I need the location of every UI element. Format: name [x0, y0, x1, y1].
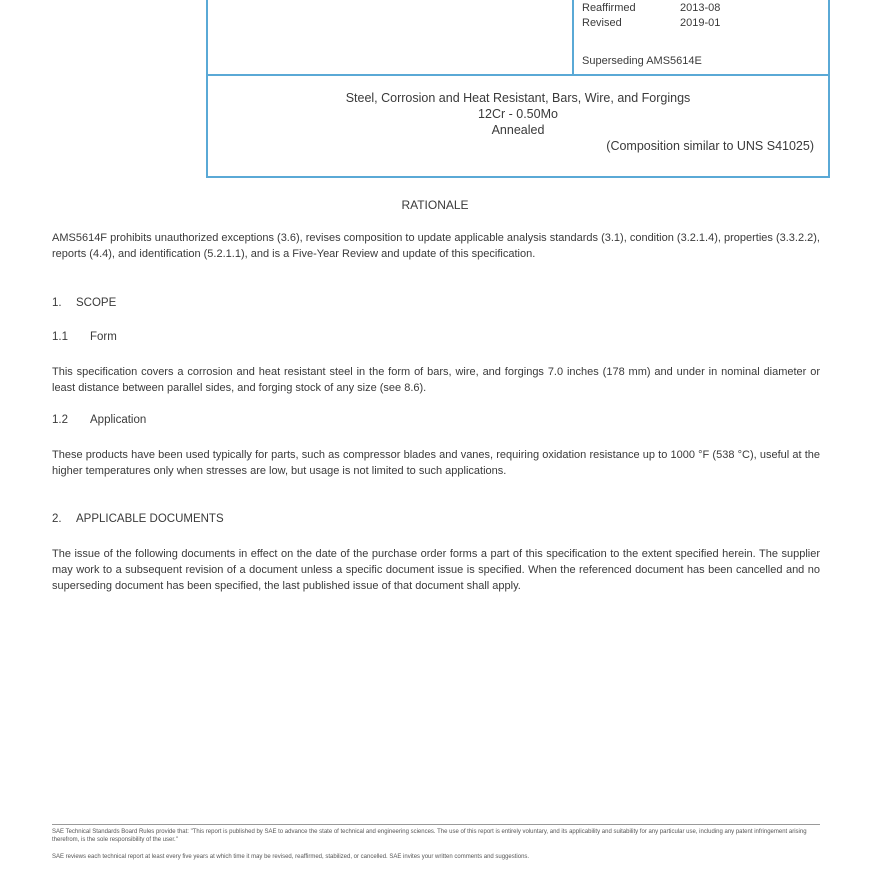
document-title-block — [208, 90, 828, 154]
section-form-heading — [52, 331, 117, 343]
section-application-text: These products have been used typically for parts, such as compressor blades and vanes, requiring oxidation resistance up to 1000 °F (538 °C), useful at the higher temperatures only when stresses are low, but usage is not limited to such applications. — [52, 449, 820, 477]
meta-label: Revised — [582, 17, 622, 29]
document-header-box — [206, 0, 830, 178]
meta-value: 2019-01 — [680, 17, 721, 29]
section-number: 1.1 — [52, 331, 68, 343]
footer-divider — [52, 824, 820, 825]
superseding-note: Superseding AMS5614E — [582, 55, 702, 67]
title-line: Annealed — [491, 123, 545, 137]
rationale-text: AMS5614F prohibits unauthorized exceptions (3.6), revises composition to update applicable analysis standards (3.1), condition (3.2.1.4), properties (3.3.2.2), reports (4.4), and identification (5.2.1.1), and is a Five-Year Review and update of this specification. — [52, 232, 820, 260]
footer-review-note: SAE reviews each technical report at least every five years at which time it may be revised, reaffirmed, stabilized, or cancelled. SAE invites your written comments and suggestions. — [52, 854, 530, 860]
footer-disclaimer: SAE Technical Standards Board Rules provide that: "This report is published by SAE to advance the state of technical and engineering sciences. The use of this report is entirely voluntary, and its applicability and suitability for any particular use, including any patent infringement arising therefrom, is the sole responsibility of the user." — [52, 829, 807, 843]
section-number: 1.2 — [52, 414, 68, 426]
section-applicable-documents-heading — [52, 513, 224, 525]
meta-value: 2013-08 — [680, 2, 721, 14]
section-application-heading — [52, 414, 146, 426]
section-title: SCOPE — [76, 297, 117, 309]
section-scope-heading — [52, 297, 116, 309]
title-line: Steel, Corrosion and Heat Resistant, Bars, Wire, and Forgings — [345, 91, 691, 105]
header-divider — [208, 74, 828, 76]
composition-note: (Composition similar to UNS S41025) — [606, 139, 814, 153]
section-title: APPLICABLE DOCUMENTS — [76, 513, 224, 525]
meta-label: Reaffirmed — [582, 2, 636, 14]
section-number: 1. — [52, 297, 62, 309]
section-title: Application — [90, 414, 147, 426]
rationale-heading: RATIONALE — [401, 198, 469, 212]
section-number: 2. — [52, 513, 62, 525]
section-title: Form — [90, 331, 117, 343]
title-line: 12Cr - 0.50Mo — [478, 107, 558, 121]
section-form-text: This specification covers a corrosion and heat resistant steel in the form of bars, wire, and forgings 7.0 inches (178 mm) and under in nominal diameter or least distance between parallel sides, and forging stock of any size (see 8.6). — [52, 366, 820, 394]
section-applicable-documents-text: The issue of the following documents in effect on the date of the purchase order forms a part of this specification to the extent specified herein. The supplier may work to a subsequent revision of a document unless a specific document issue is specified. When the referenced document has been cancelled and no superseding document has been specified, the last published issue of that document shall apply. — [52, 548, 820, 592]
header-logo-area — [208, 0, 574, 74]
